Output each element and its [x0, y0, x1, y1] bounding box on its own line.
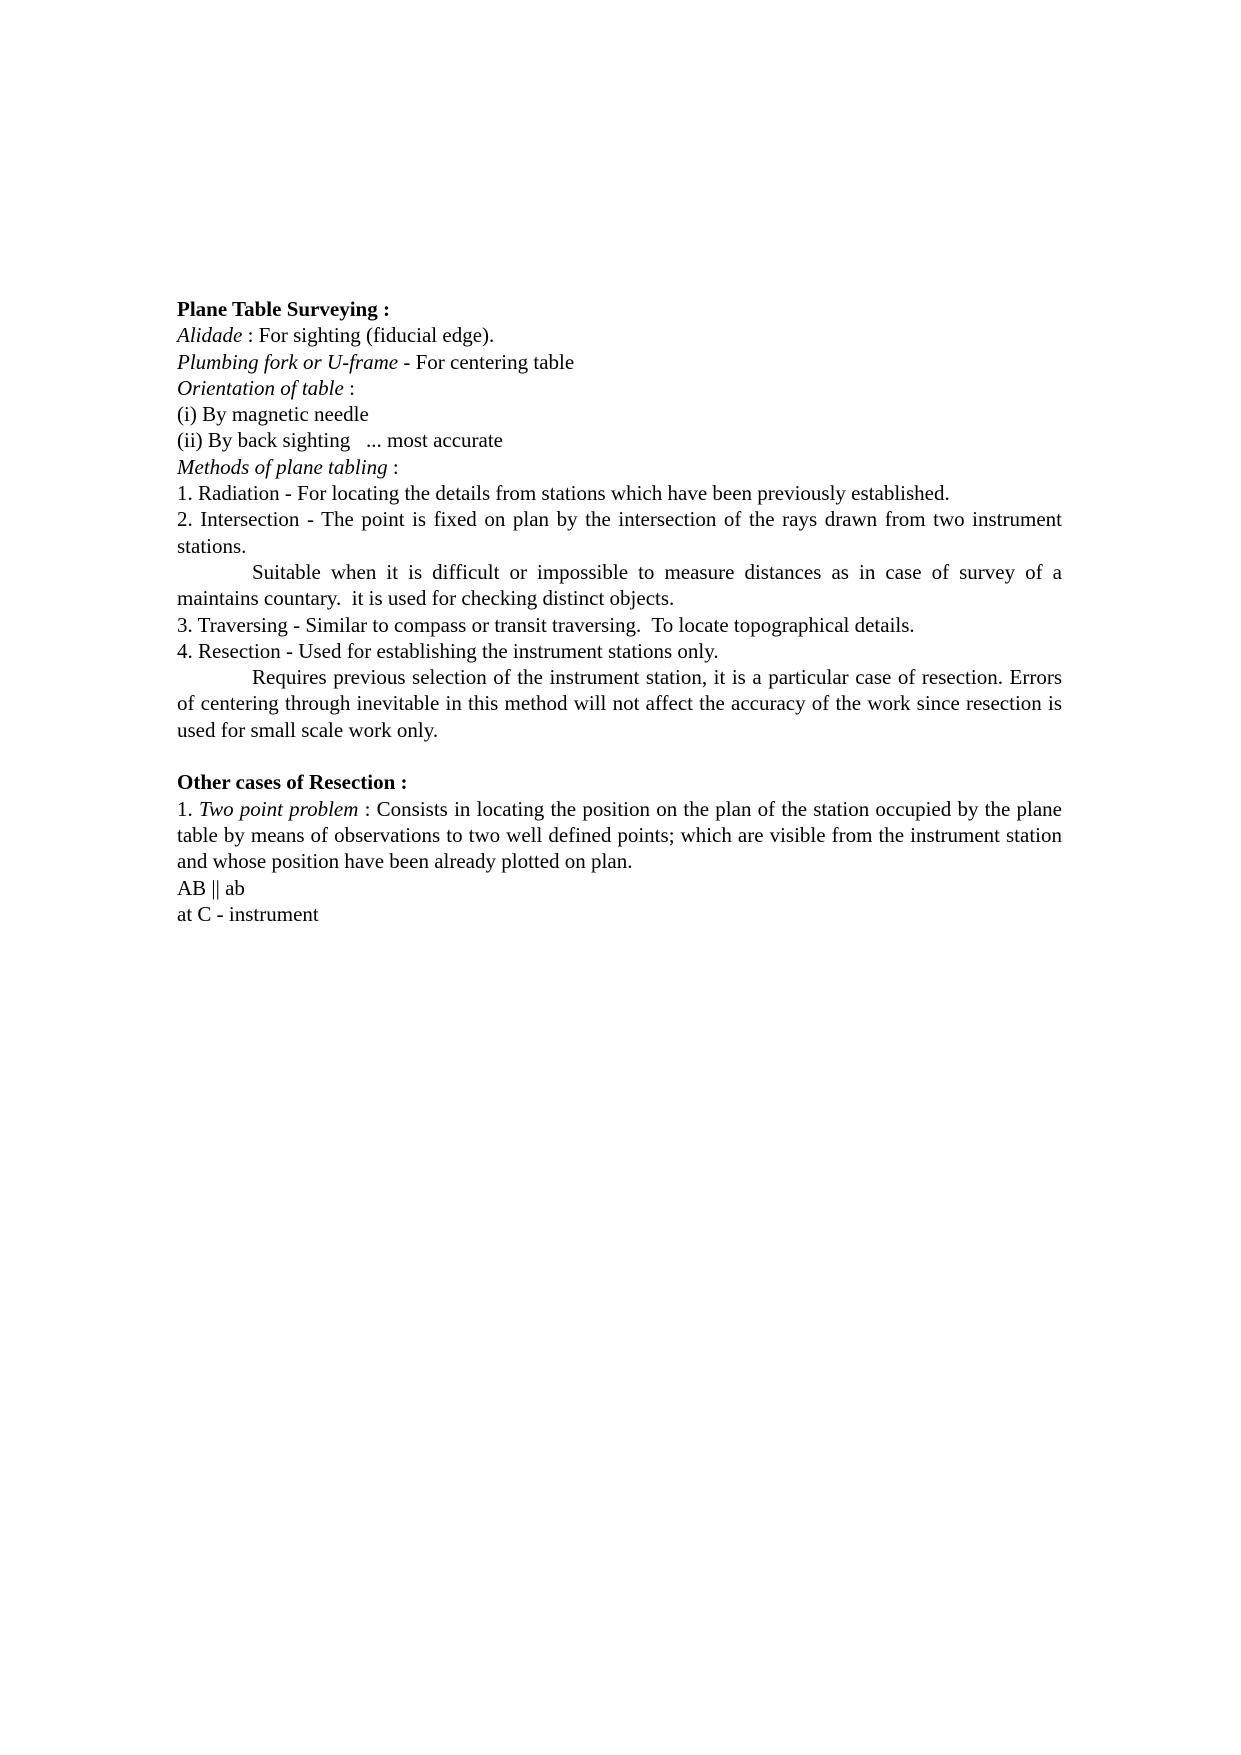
alidade-term: Alidade — [177, 323, 243, 348]
section-heading-plane-table: Plane Table Surveying : — [177, 297, 390, 321]
plumbing-text: - For centering table — [398, 349, 575, 374]
two-point-problem-text: : Consists in locating the position on the plan of the station occupied by the plane table by means of observations to two well defined points; which are visible from the instrument station and whose position have been already plotted on plan. — [177, 796, 1068, 874]
method-radiation: 1. Radiation - For locating the details from stations which have been previously established. — [177, 481, 950, 506]
orientation-line — [177, 375, 1062, 401]
methods-text: : — [387, 454, 399, 479]
orientation-text: : — [343, 375, 355, 400]
method-resection: 4. Resection - Used for establishing the instrument stations only. — [177, 638, 719, 663]
ab-parallel-line: AB || ab — [177, 875, 245, 900]
methods-line — [177, 454, 1062, 480]
orientation-item: (ii) By back sighting ... most accurate — [177, 428, 504, 453]
method-traversing: 3. Traversing - Similar to compass or transit traversing. To locate topographical details. — [177, 612, 915, 637]
alidade-text: : For sighting (fiducial edge). — [242, 323, 495, 348]
method-intersection: 2. Intersection - The point is fixed on plan by the intersection of the rays drawn from two instrument stations. — [177, 507, 1068, 558]
section-heading-other-cases: Other cases of Resection : — [177, 770, 408, 795]
intersection-note: Suitable when it is difficult or impossible to measure distances as in case of survey of a maintains countary. it is used for checking distinct objects. — [177, 559, 1068, 611]
two-point-problem-term: Two point problem — [198, 796, 359, 821]
plumbing-term: Plumbing fork or U-frame — [177, 349, 399, 374]
instrument-at-c-line: at C - instrument — [177, 901, 319, 926]
two-point-problem-item — [177, 796, 1068, 875]
orientation-item: (i) By magnetic needle — [177, 402, 369, 427]
resection-note: Requires previous selection of the instrument station, it is a particular case of resection. Errors of centering through inevitable in this method will not affect the accuracy of the work since resection is used for small scale work only. — [177, 665, 1068, 742]
plumbing-fork-line — [177, 349, 1062, 375]
item-number: 1. — [177, 796, 199, 821]
document-page — [177, 296, 1068, 927]
alidade-line — [177, 322, 1062, 348]
methods-term: Methods of plane tabling — [177, 454, 388, 479]
orientation-term: Orientation of table — [177, 375, 344, 400]
paragraph-gap — [177, 743, 1062, 769]
